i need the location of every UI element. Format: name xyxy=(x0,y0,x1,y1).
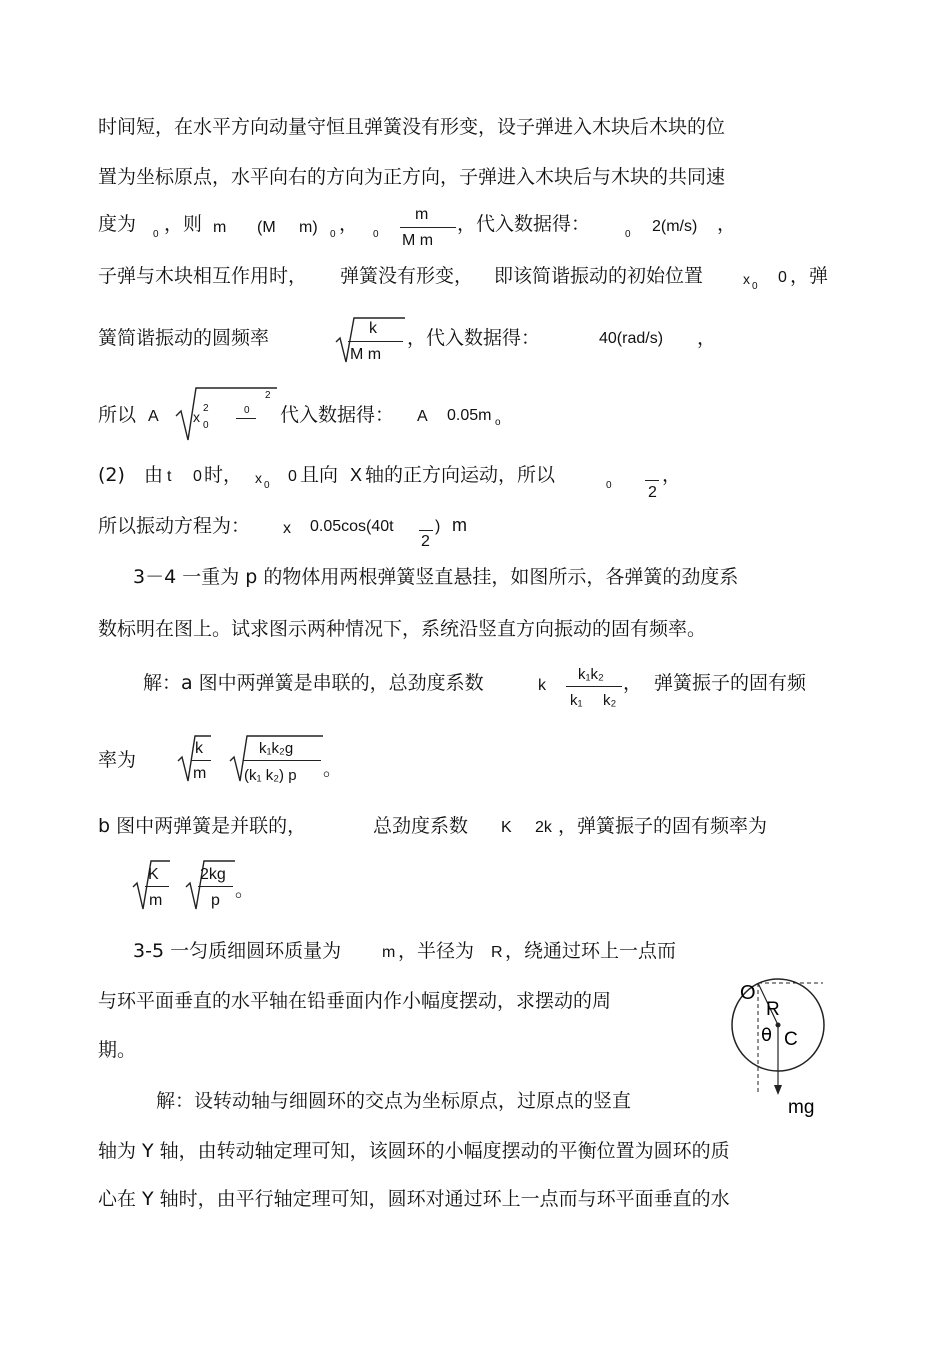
math-value: 0 xyxy=(778,269,787,286)
math-symbol: x xyxy=(283,520,291,537)
fraction-denominator: (k₁ k₂) p xyxy=(244,767,297,784)
math-value: 0 xyxy=(288,468,297,485)
fraction-line xyxy=(145,886,169,887)
subscript: 0 xyxy=(330,229,336,240)
text-line: 且向 xyxy=(300,464,339,486)
fraction-denominator: 2 xyxy=(421,533,430,550)
math-symbol: m xyxy=(452,515,467,535)
text-line: ，弹 xyxy=(790,265,829,287)
text-line: 置为坐标原点，水平向右的方向为正方向，子弹进入木块后与木块的共同速 xyxy=(98,166,726,188)
text-line: 子弹与木块相互作用时， xyxy=(98,265,308,287)
text-line: 弹簧没有形变， xyxy=(340,265,474,287)
fraction-line xyxy=(348,341,403,342)
math-symbol: x xyxy=(193,409,200,425)
text-line: 度为 xyxy=(98,213,137,235)
math-symbol: X xyxy=(350,465,363,485)
text-line: 轴为 Y 轴，由转动轴定理可知，该圆环的小幅度摆动的平衡位置为圆环的质 xyxy=(98,1140,730,1162)
subscript: 0 xyxy=(625,229,631,240)
text-line: 总劲度系数 xyxy=(373,815,469,837)
text-line: 时， xyxy=(204,464,243,486)
subscript: 0 xyxy=(153,229,159,240)
math-symbol: K xyxy=(501,819,512,836)
fraction-denominator: p xyxy=(211,892,220,909)
subscript: 0 xyxy=(373,229,379,240)
text-line: 与环平面垂直的水平轴在铅垂面内作小幅度摆动，求摆动的周 xyxy=(98,990,612,1012)
fraction-denominator: m xyxy=(193,765,207,782)
fraction-numerator: 0 xyxy=(244,405,250,416)
math-symbol: A xyxy=(417,408,428,425)
text-line: 心在 Y 轴时，由平行轴定理可知，圆环对通过环上一点而与环平面垂直的水 xyxy=(98,1188,730,1210)
text-line: 解：a 图中两弹簧是串联的，总劲度系数 xyxy=(143,672,484,694)
subscript: 0 xyxy=(752,281,758,292)
text-line: 3－4 一重为 p 的物体用两根弹簧竖直悬挂，如图所示，各弹簧的劲度系 xyxy=(133,566,739,588)
text-line: (2) xyxy=(98,464,125,486)
math-symbol: (M xyxy=(257,219,276,236)
fraction-line xyxy=(566,686,622,687)
superscript: 2 xyxy=(203,403,209,414)
math-value: 40(rad/s) xyxy=(599,330,664,347)
fraction-numerator: m xyxy=(415,206,429,223)
label-C: C xyxy=(784,1029,798,1050)
text-line: 期。 xyxy=(98,1039,137,1061)
text-line: 数标明在图上。试求图示两种情况下，系统沿竖直方向振动的固有频率。 xyxy=(98,618,707,640)
text-line: 即该简谐振动的初始位置 xyxy=(494,265,704,287)
fraction-denominator: m xyxy=(149,892,163,909)
radical-sign xyxy=(174,382,278,444)
text-line: 由 xyxy=(144,464,164,486)
text-line: ，代入数据得： xyxy=(407,327,541,349)
fraction-line xyxy=(236,418,256,419)
fraction-numerator: k xyxy=(369,320,377,337)
fraction-line xyxy=(191,760,211,761)
label-theta: θ xyxy=(761,1025,773,1046)
text-line: ，弹簧振子的固有频率为 xyxy=(558,815,768,837)
text-line: ，则 xyxy=(164,213,203,235)
text-line: 率为 xyxy=(98,749,137,771)
superscript: 2 xyxy=(265,390,271,401)
text-line: ， xyxy=(717,213,737,235)
arrow-head xyxy=(774,1085,782,1095)
fraction-numerator: k₁k₂g xyxy=(259,740,294,757)
math-value: 2(m/s) xyxy=(652,218,698,235)
math-value: 2k xyxy=(535,819,552,836)
math-symbol: A xyxy=(148,408,159,425)
fraction-denominator: M m xyxy=(350,346,382,363)
text-line: ，绕通过环上一点而 xyxy=(505,940,677,962)
fraction-numerator: 2kg xyxy=(200,866,226,883)
math-symbol: m) xyxy=(299,219,318,236)
text-line: 所以 xyxy=(98,404,137,426)
math-symbol: R xyxy=(491,944,503,961)
fraction-line xyxy=(645,480,659,481)
math-symbol: m xyxy=(213,219,227,236)
text-line: ， xyxy=(623,672,643,694)
fraction-numerator: K xyxy=(148,866,159,883)
text-line: ， xyxy=(339,213,359,235)
subscript: 0 xyxy=(606,480,612,491)
text-line: 代入数据得： xyxy=(280,404,395,426)
text-line: ，半径为 xyxy=(398,940,475,962)
label-mg: mg xyxy=(788,1097,815,1118)
subscript: o xyxy=(495,417,501,428)
text-line: b 图中两弹簧是并联的， xyxy=(98,815,307,837)
text-line: ， xyxy=(662,464,682,486)
math-value: 0.05cos(40t xyxy=(310,518,394,535)
text-line: 轴的正方向运动，所以 xyxy=(365,464,556,486)
text-line: 。 xyxy=(323,758,343,780)
math-value: ) xyxy=(435,518,441,535)
fraction-line xyxy=(243,760,321,761)
math-symbol: x xyxy=(743,271,750,287)
center-point xyxy=(776,1023,781,1028)
text-line: 簧简谐振动的圆频率 xyxy=(98,327,270,349)
text-line: 。 xyxy=(235,879,255,901)
fraction-line xyxy=(419,530,433,531)
math-symbol: x xyxy=(255,470,262,486)
text-line: ，代入数据得： xyxy=(457,213,591,235)
label-O: O xyxy=(740,982,756,1004)
fraction-line xyxy=(198,886,233,887)
fraction-denominator: k₂ xyxy=(603,692,617,709)
fraction-denominator: k₁ xyxy=(570,692,583,709)
ring-pendulum-figure xyxy=(728,975,838,1125)
fraction-numerator: k xyxy=(195,740,203,757)
text-line: 3-5 一匀质细圆环质量为 xyxy=(133,940,342,962)
math-symbol: m xyxy=(382,944,396,961)
fraction-denominator: M m xyxy=(402,232,434,249)
label-R: R xyxy=(766,999,780,1020)
subscript: 0 xyxy=(264,480,270,491)
fraction-line xyxy=(400,227,456,228)
text-line: 解：设转动轴与细圆环的交点为坐标原点，过原点的竖直 xyxy=(156,1090,632,1112)
text-line: 弹簧振子的固有频 xyxy=(654,672,807,694)
text-line: 时间短，在水平方向动量守恒且弹簧没有形变，设子弹进入木块后木块的位 xyxy=(98,116,726,138)
fraction-denominator: 2 xyxy=(648,484,657,501)
math-value: 0.05m xyxy=(447,407,492,424)
math-symbol: t xyxy=(167,468,172,485)
math-symbol: k xyxy=(538,677,546,694)
text-line: ， xyxy=(697,327,717,349)
fraction-numerator: k₁k₂ xyxy=(578,666,604,683)
subscript: 0 xyxy=(203,420,209,431)
text-line: 所以振动方程为： xyxy=(98,515,251,537)
math-value: 0 xyxy=(193,468,202,485)
